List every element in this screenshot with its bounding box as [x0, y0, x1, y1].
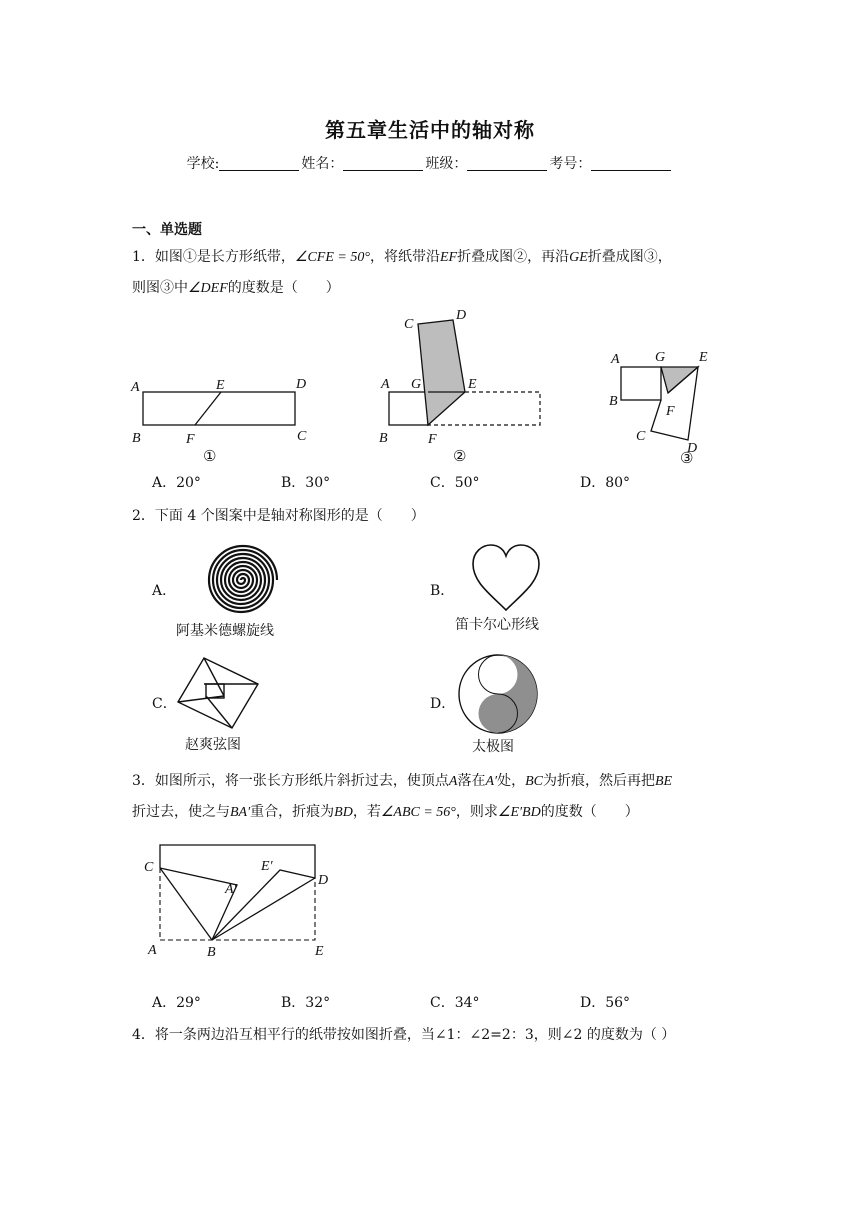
archimedes-spiral-figure: [196, 538, 286, 624]
svg-text:B: B: [379, 431, 388, 446]
archimedes-caption: 阿基米德螺旋线: [176, 623, 274, 639]
figure-1: [143, 392, 295, 425]
figure-2-caption: ②: [453, 449, 467, 465]
svg-text:A: A: [148, 943, 157, 958]
q1-option-c[interactable]: C．50°: [430, 475, 480, 491]
figure-3-caption: ③: [680, 451, 694, 467]
student-info-line: [0, 153, 860, 173]
svg-text:F: F: [666, 404, 675, 419]
question-1-text: 1．如图①是长方形纸带，∠CFE = 50°，将纸带沿EF折叠成图②，再沿GE折叠成图③， 则图③中∠DEF的度数是（ ）: [132, 249, 672, 296]
svg-text:C: C: [144, 860, 154, 875]
svg-text:E′: E′: [261, 859, 273, 874]
zhao-shuang-caption: 赵爽弦图: [185, 737, 241, 753]
svg-text:E: E: [216, 378, 225, 393]
number-label: 考号：: [549, 156, 592, 172]
q3-option-c[interactable]: C．34°: [430, 995, 480, 1011]
svg-text:E: E: [699, 350, 708, 365]
class-blank: [467, 156, 547, 171]
svg-text:A: A: [131, 380, 140, 395]
q1-option-b[interactable]: B．30°: [281, 475, 331, 491]
svg-text:E: E: [315, 944, 324, 959]
page-title: 第五章生活中的轴对称: [325, 118, 535, 142]
q2-option-c-label[interactable]: C．: [152, 696, 177, 712]
svg-text:A: A: [611, 352, 620, 367]
question-1-figures: [0, 300, 860, 470]
figure-1-caption: ①: [203, 449, 217, 465]
number-blank: [591, 156, 671, 171]
question-2-text: 2．下面 4 个图案中是轴对称图形的是（ ）: [132, 508, 425, 524]
figure-2: [389, 320, 540, 425]
q2-option-a-label[interactable]: A．: [152, 583, 177, 599]
svg-text:G: G: [411, 377, 422, 392]
svg-text:B: B: [207, 945, 216, 960]
svg-text:D: D: [456, 308, 467, 323]
cardioid-heart-figure: [470, 542, 542, 614]
svg-text:D: D: [687, 441, 698, 456]
taiji-figure: [456, 652, 540, 736]
q3-option-a[interactable]: A．29°: [152, 995, 201, 1011]
svg-text:A′: A′: [225, 882, 237, 897]
svg-text:F: F: [186, 432, 195, 447]
svg-text:D: D: [296, 377, 307, 392]
svg-text:D: D: [318, 873, 329, 888]
svg-text:A: A: [381, 377, 390, 392]
svg-text:E: E: [468, 377, 477, 392]
svg-text:F: F: [428, 432, 437, 447]
q3-option-d[interactable]: D．56°: [580, 995, 631, 1011]
svg-text:C: C: [404, 317, 414, 332]
q1-option-a[interactable]: A．20°: [152, 475, 201, 491]
class-label: 班级：: [425, 156, 468, 172]
svg-text:G: G: [655, 350, 666, 365]
zhao-shuang-figure: [172, 652, 264, 732]
school-label: 学校:: [186, 156, 220, 172]
cardioid-caption: 笛卡尔心形线: [455, 617, 539, 633]
svg-text:C: C: [297, 429, 307, 444]
school-blank: [219, 156, 299, 171]
svg-text:C: C: [636, 429, 646, 444]
q1-option-d[interactable]: D．80°: [580, 475, 631, 491]
svg-text:B: B: [609, 394, 618, 409]
question-3-figure: [130, 830, 350, 965]
q3-option-b[interactable]: B．32°: [281, 995, 331, 1011]
question-4-text: 4．将一条两边沿互相平行的纸带按如图折叠，当∠1：∠2=2：3，则∠2 的度数为（ ）: [132, 1027, 676, 1043]
section-heading: 一、单选题: [132, 222, 202, 238]
name-blank: [343, 156, 423, 171]
question-3-text: 3．如图所示，将一张长方形纸片斜折过去，使顶点A落在A′处，BC为折痕，然后再把BE 折过去，使之与BA′重合，折痕为BD，若∠ABC = 56°，则求∠E′BD的度数（ ）: [132, 773, 673, 820]
figure-3: [621, 367, 698, 440]
q2-option-d-label[interactable]: D．: [430, 696, 456, 712]
taiji-caption: 太极图: [472, 739, 514, 755]
q2-option-b-label[interactable]: B．: [430, 583, 455, 599]
name-label: 姓名：: [301, 156, 344, 172]
svg-text:B: B: [132, 431, 141, 446]
